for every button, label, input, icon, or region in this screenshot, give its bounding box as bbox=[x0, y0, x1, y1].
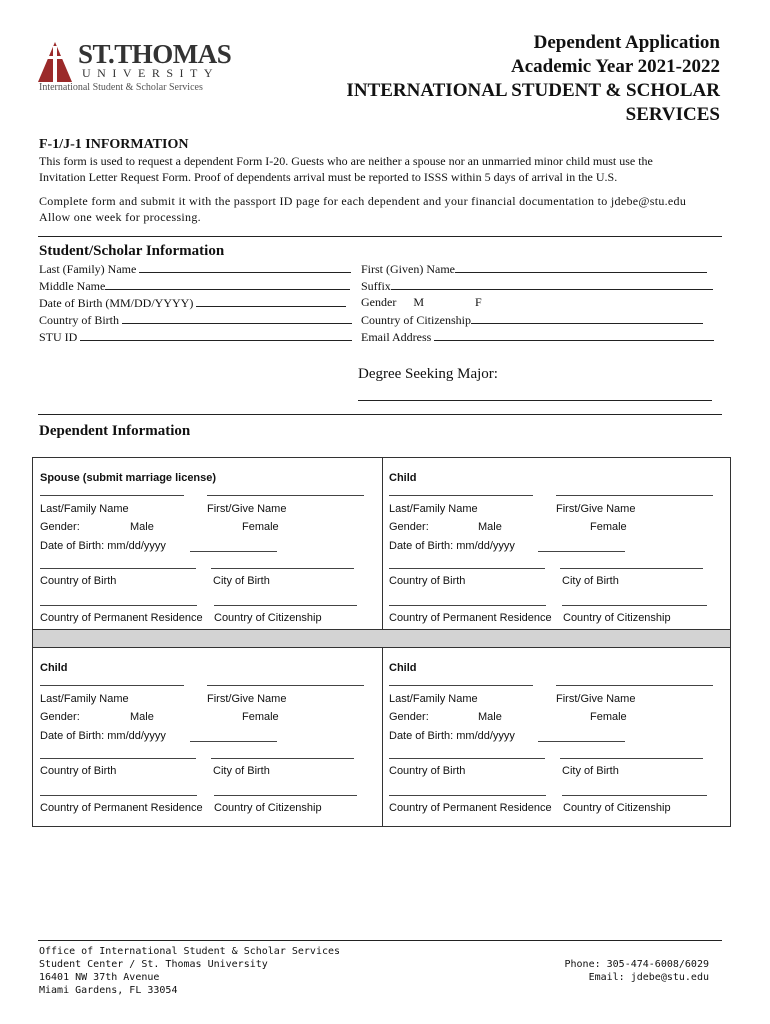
dependent-info-heading: Dependent Information bbox=[39, 423, 191, 439]
country-birth-label: Country of Birth bbox=[389, 765, 466, 777]
degree-major-line[interactable] bbox=[358, 400, 712, 401]
citizenship-label: Country of Citizenship bbox=[563, 802, 671, 814]
residence-label: Country of Permanent Residence bbox=[389, 802, 552, 814]
city-birth-label: City of Birth bbox=[562, 575, 619, 587]
last-name-label: Last/Family Name bbox=[40, 503, 129, 515]
university-logo bbox=[38, 40, 238, 96]
gender-label: Gender: bbox=[389, 711, 429, 723]
form-title-line-3: INTERNATIONAL STUDENT & SCHOLAR bbox=[346, 80, 720, 101]
dob-line[interactable] bbox=[538, 741, 625, 742]
citizenship-label: Country of Citizenship bbox=[563, 612, 671, 624]
city-birth-label: City of Birth bbox=[213, 575, 270, 587]
last-name-label: Last/Family Name bbox=[389, 693, 478, 705]
intro-paragraph-2 bbox=[39, 193, 729, 225]
email-field[interactable]: Email Address bbox=[361, 329, 714, 345]
residence-label: Country of Permanent Residence bbox=[40, 802, 203, 814]
form-title-line-1: Dependent Application bbox=[533, 32, 720, 53]
country-birth-line[interactable] bbox=[389, 758, 545, 759]
first-name-line[interactable] bbox=[207, 685, 364, 686]
female-option[interactable]: Female bbox=[590, 711, 627, 723]
country-birth-line[interactable] bbox=[40, 758, 196, 759]
city-birth-line[interactable] bbox=[211, 568, 354, 569]
country-birth-label: Country of Birth bbox=[40, 575, 117, 587]
intro-p2-line2: Allow one week for processing. bbox=[39, 210, 201, 224]
footer-address bbox=[39, 945, 340, 997]
form-title-line-4: SERVICES bbox=[625, 104, 720, 125]
intro-p1-line1: This form is used to request a dependent Form I-20. Guests who are neither a spouse nor an unmarried minor child must use the bbox=[39, 154, 653, 168]
country-birth-line[interactable] bbox=[389, 568, 545, 569]
male-option[interactable]: Male bbox=[478, 711, 502, 723]
female-option[interactable]: Female bbox=[242, 521, 279, 533]
last-name-line[interactable] bbox=[40, 495, 184, 496]
degree-major-label: Degree Seeking Major: bbox=[358, 366, 498, 382]
city-birth-label: City of Birth bbox=[562, 765, 619, 777]
block-title: Child bbox=[40, 662, 68, 674]
footer-email: Email: jdebe@stu.edu bbox=[588, 972, 709, 983]
intro-paragraph-1 bbox=[39, 153, 729, 185]
footer-line-4: Miami Gardens, FL 33054 bbox=[39, 985, 178, 996]
dob-label: Date of Birth: mm/dd/yyyy bbox=[40, 730, 166, 742]
footer-line-3: 16401 NW 37th Avenue bbox=[39, 972, 160, 983]
country-citizenship-field[interactable]: Country of Citizenship bbox=[361, 312, 703, 328]
male-option[interactable]: Male bbox=[130, 521, 154, 533]
child-block-2 bbox=[33, 648, 382, 826]
first-name-line[interactable] bbox=[556, 495, 713, 496]
citizenship-line[interactable] bbox=[562, 605, 707, 606]
residence-line[interactable] bbox=[40, 605, 197, 606]
divider bbox=[38, 414, 722, 415]
country-birth-line[interactable] bbox=[40, 568, 196, 569]
stu-id-field[interactable]: STU ID bbox=[39, 329, 352, 345]
residence-label: Country of Permanent Residence bbox=[40, 612, 203, 624]
child-block-3 bbox=[383, 648, 730, 826]
female-option[interactable]: Female bbox=[590, 521, 627, 533]
logo-emblem-icon bbox=[38, 42, 72, 84]
separator-row bbox=[33, 629, 730, 648]
male-option[interactable]: Male bbox=[478, 521, 502, 533]
block-title: Child bbox=[389, 472, 417, 484]
intro-p1-line2: Invitation Letter Request Form. Proof of dependents arrival must be reported to ISSS within 5 days of arrival in the U.S. bbox=[39, 170, 618, 184]
first-name-label: First/Give Name bbox=[207, 503, 287, 515]
suffix-field[interactable]: Suffix bbox=[361, 278, 713, 294]
female-option[interactable]: Female bbox=[242, 711, 279, 723]
country-birth-label: Country of Birth bbox=[389, 575, 466, 587]
middle-name-field[interactable]: Middle Name bbox=[39, 278, 350, 294]
footer-contact bbox=[565, 958, 710, 984]
form-title-line-2: Academic Year 2021-2022 bbox=[511, 56, 720, 77]
last-name-line[interactable] bbox=[389, 495, 533, 496]
city-birth-line[interactable] bbox=[560, 568, 703, 569]
city-birth-line[interactable] bbox=[560, 758, 703, 759]
last-name-field[interactable]: Last (Family) Name bbox=[39, 261, 351, 277]
child-block-1 bbox=[383, 458, 730, 629]
footer-phone: Phone: 305-474-6008/6029 bbox=[564, 959, 709, 970]
first-name-label: First/Give Name bbox=[556, 503, 636, 515]
citizenship-line[interactable] bbox=[562, 795, 707, 796]
male-option[interactable]: Male bbox=[130, 711, 154, 723]
logo-university: UNIVERSITY bbox=[82, 66, 219, 80]
first-name-line[interactable] bbox=[207, 495, 364, 496]
gender-label: Gender: bbox=[40, 521, 80, 533]
first-name-label: First/Give Name bbox=[556, 693, 636, 705]
gender-m-option[interactable]: M bbox=[413, 295, 424, 309]
city-birth-label: City of Birth bbox=[213, 765, 270, 777]
dob-label: Date of Birth: mm/dd/yyyy bbox=[389, 730, 515, 742]
first-name-label: First/Give Name bbox=[207, 693, 287, 705]
block-title: Child bbox=[389, 662, 417, 674]
footer-divider bbox=[38, 940, 722, 941]
residence-label: Country of Permanent Residence bbox=[389, 612, 552, 624]
dependent-table bbox=[32, 457, 731, 827]
spouse-block bbox=[33, 458, 382, 629]
first-name-field[interactable]: First (Given) Name bbox=[361, 261, 707, 277]
logo-name: ST.THOMAS bbox=[78, 39, 232, 69]
gender-label: Gender: bbox=[389, 521, 429, 533]
dob-line[interactable] bbox=[538, 551, 625, 552]
last-name-label: Last/Family Name bbox=[40, 693, 129, 705]
citizenship-label: Country of Citizenship bbox=[214, 802, 322, 814]
citizenship-line[interactable] bbox=[214, 605, 357, 606]
student-info-heading: Student/Scholar Information bbox=[39, 243, 225, 259]
divider bbox=[38, 236, 722, 237]
footer-line-2: Student Center / St. Thomas University bbox=[39, 959, 268, 970]
dob-line[interactable] bbox=[190, 741, 277, 742]
dob-label: Date of Birth: mm/dd/yyyy bbox=[389, 540, 515, 552]
f1-j1-heading: F-1/J-1 INFORMATION bbox=[39, 137, 189, 152]
residence-line[interactable] bbox=[40, 795, 197, 796]
intro-p2-line1: Complete form and submit it with the passport ID page for each dependent and your financial documentation to jdebe@stu.edu bbox=[39, 194, 687, 208]
last-name-label: Last/Family Name bbox=[389, 503, 478, 515]
dob-line[interactable] bbox=[190, 551, 277, 552]
last-name-line[interactable] bbox=[389, 685, 533, 686]
last-name-line[interactable] bbox=[40, 685, 184, 686]
city-birth-line[interactable] bbox=[211, 758, 354, 759]
footer-line-1: Office of International Student & Scholar Services bbox=[39, 946, 341, 957]
country-birth-field[interactable]: Country of Birth bbox=[39, 312, 352, 328]
country-birth-label: Country of Birth bbox=[40, 765, 117, 777]
residence-line[interactable] bbox=[389, 795, 546, 796]
citizenship-label: Country of Citizenship bbox=[214, 612, 322, 624]
gender-field[interactable]: Gender M F bbox=[361, 295, 482, 309]
residence-line[interactable] bbox=[389, 605, 546, 606]
citizenship-line[interactable] bbox=[214, 795, 357, 796]
block-title: Spouse (submit marriage license) bbox=[40, 472, 217, 484]
dob-field[interactable]: Date of Birth (MM/DD/YYYY) bbox=[39, 295, 346, 311]
logo-tagline: International Student & Scholar Services bbox=[39, 82, 203, 93]
dob-label: Date of Birth: mm/dd/yyyy bbox=[40, 540, 166, 552]
gender-f-option[interactable]: F bbox=[475, 295, 482, 309]
gender-label: Gender: bbox=[40, 711, 80, 723]
first-name-line[interactable] bbox=[556, 685, 713, 686]
